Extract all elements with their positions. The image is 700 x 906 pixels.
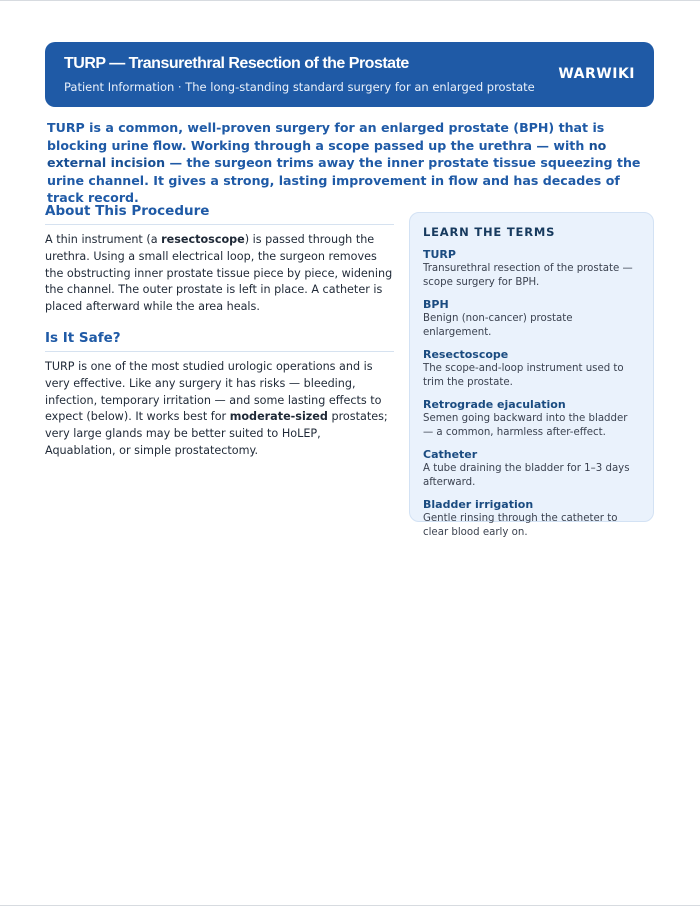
glossary-term (423, 347, 639, 390)
glossary-heading: LEARN THE TERMS (423, 225, 556, 239)
term-name: Catheter (423, 448, 478, 461)
term-definition: Benign (non-cancer) prostate enlargement. (423, 313, 573, 338)
section-text-end: prostates; very large glands may be better suited to HoLEP, Aquablation, or simple prostatectomy. (45, 410, 388, 457)
term-definition: The scope-and-loop instrument used to trim the prostate. (423, 363, 624, 388)
intro-emphasis: no external incision (47, 137, 607, 170)
main-content (45, 203, 394, 460)
term-definition: A tube draining the bladder for 1–3 days afterward. (423, 463, 630, 488)
term-name: TURP (423, 248, 456, 261)
section-body (45, 232, 394, 316)
section-emphasis: resectoscope (161, 233, 245, 246)
intro-text-end: — the surgeon trims away the inner prostate tissue squeezing the urine channel. It gives a strong, lasting improvement in flow and has decades of track record. (47, 155, 641, 205)
glossary-term (423, 397, 639, 440)
page-subtitle: Patient Information · The long-standing standard surgery for an enlarged prostate (64, 80, 535, 94)
term-name: Bladder irrigation (423, 498, 534, 511)
section-about-procedure (45, 203, 394, 316)
intro-text-start: TURP is a common, well-proven surgery for an enlarged prostate (BPH) that is blocking urine flow. Working through a scope passed up the urethra — with (47, 120, 605, 153)
term-definition: Transurethral resection of the prostate — scope surgery for BPH. (423, 263, 633, 288)
term-definition: Semen going backward into the bladder — a common, harmless after-effect. (423, 413, 628, 438)
section-is-it-safe (45, 330, 394, 460)
section-spacer (45, 316, 394, 330)
section-text-start: TURP is one of the most studied urologic operations and is very effective. Like any surgery it has risks — bleeding, infection, temporary irritation — and some lasting effects to expect (below). It works best for (45, 359, 382, 424)
glossary-term (423, 297, 639, 340)
page-title: TURP — Transurethral Resection of the Prostate (64, 55, 409, 72)
term-name: Resectoscope (423, 348, 509, 361)
section-body (45, 359, 394, 460)
section-text-start: A thin instrument (a (45, 233, 162, 246)
header-banner (45, 42, 654, 107)
section-heading: Is It Safe? (45, 330, 394, 352)
term-definition: Gentle rinsing through the catheter to clear blood early on. (423, 513, 618, 538)
section-heading: About This Procedure (45, 203, 394, 225)
term-name: BPH (423, 298, 449, 311)
term-name: Retrograde ejaculation (423, 398, 566, 411)
glossary-sidebar (409, 212, 654, 538)
section-emphasis: moderate-sized (229, 410, 328, 424)
glossary-term (423, 447, 639, 490)
glossary-term (423, 497, 639, 540)
section-text-end: ) is passed through the urethra. Using a small electrical loop, the surgeon removes the obstructing inner prostate tissue piece by piece, widening the channel. The outer prostate is left in place. A catheter is placed afterward while the area heals. (45, 233, 393, 314)
glossary-term (423, 247, 639, 290)
top-divider (0, 0, 700, 1)
brand-logo-text: WARWIKI (558, 66, 635, 82)
intro-paragraph (47, 119, 657, 207)
